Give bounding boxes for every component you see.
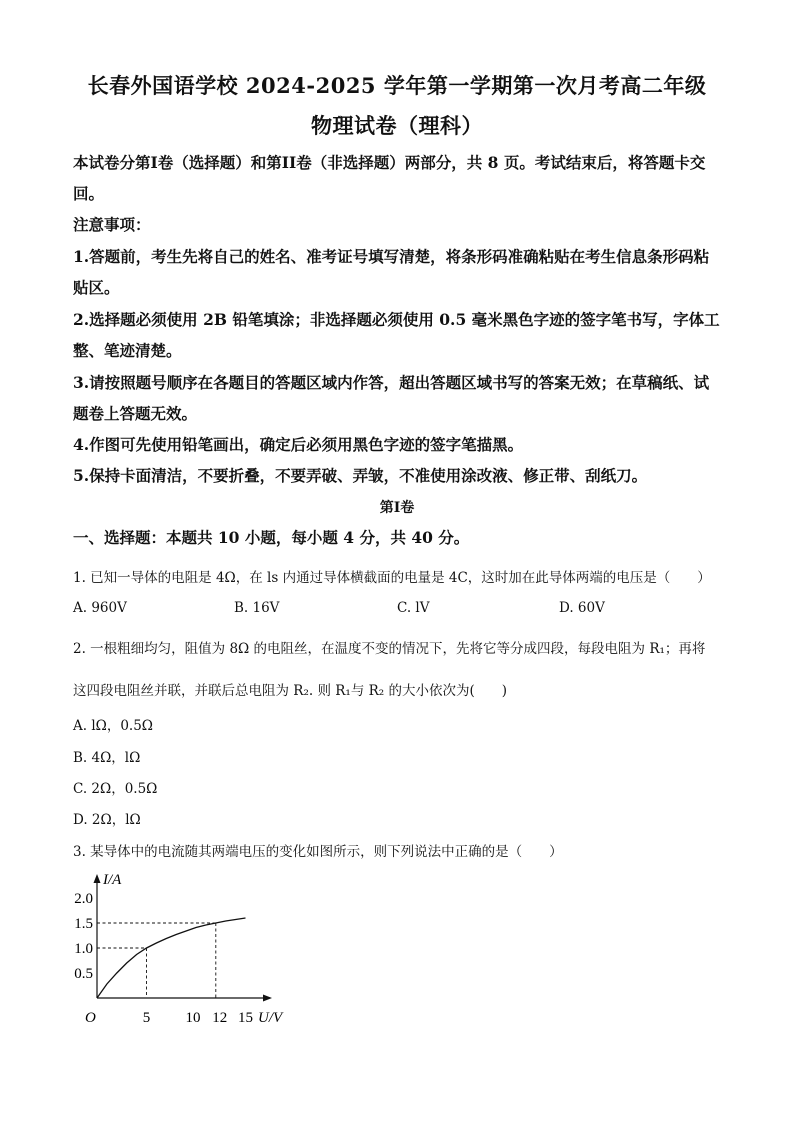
notes-line: 2.选择题必须使用 2B 铅笔填涂；非选择题必须使用 0.5 毫米黑色字迹的签字笔书写，字体工 <box>73 310 720 329</box>
question-3-stem: 3. 某导体中的电流随其两端电压的变化如图所示，则下列说法中正确的是（ ） <box>73 844 563 860</box>
x-axis-label: U/V <box>258 1010 283 1026</box>
notes-heading: 注意事项： <box>73 215 151 234</box>
y-axis-arrow <box>94 874 101 883</box>
intro-line-2: 回。 <box>73 184 105 203</box>
y-tick-label: 1.0 <box>74 941 93 957</box>
intro-line-1: 本试卷分第I卷（选择题）和第II卷（非选择题）两部分，共 8 页。考试结束后，将答题卡交 <box>73 153 706 172</box>
question-2-line-1: 2. 一根粗细均匀，阻值为 8Ω 的电阻丝，在温度不变的情况下，先将它等分成四段，每段电阻为 R₁；再将 <box>73 641 706 657</box>
question-1-option-a: A. 960V <box>73 600 127 616</box>
x-tick-label: 10 <box>185 1010 201 1026</box>
question-2-option-d: D. 2Ω，lΩ <box>73 812 141 828</box>
notes-line: 3.请按照题号顺序在各题目的答题区域内作答，超出答题区域书写的答案无效；在草稿纸、试 <box>73 373 710 392</box>
y-tick-label: 2.0 <box>74 891 93 907</box>
question-2-option-b: B. 4Ω，lΩ <box>73 750 141 766</box>
notes-line: 4.作图可先使用铅笔画出，确定后必须用黑色字迹的签字笔描黑。 <box>73 435 524 454</box>
x-axis-arrow <box>263 995 272 1002</box>
question-1-option-d: D. 60V <box>559 600 605 616</box>
notes-line: 贴区。 <box>73 278 120 297</box>
question-2-line-2: 这四段电阻丝并联，并联后总电阻为 R₂. 则 R₁与 R₂ 的大小依次为( ) <box>73 683 508 699</box>
x-tick-label: 12 <box>212 1010 228 1026</box>
x-tick-label: 15 <box>238 1010 253 1026</box>
question-1-option-c: C. lV <box>397 600 430 616</box>
notes-line: 5.保持卡面清洁，不要折叠，不要弄破、弄皱，不准使用涂改液、修正带、刮纸刀。 <box>73 466 648 485</box>
iu-curve <box>97 918 246 998</box>
notes-line: 整、笔迹清楚。 <box>73 341 182 360</box>
question-2-option-a: A. lΩ，0.5Ω <box>73 718 154 734</box>
notes-line: 1.答题前，考生先将自己的姓名、准考证号填写清楚，将条形码准确粘贴在考生信息条形码粘 <box>73 247 710 266</box>
x-tick-label: 5 <box>142 1010 151 1026</box>
y-tick-label: 1.5 <box>74 916 93 932</box>
y-tick-label: 0.5 <box>74 966 93 982</box>
origin-label: O <box>85 1010 96 1026</box>
iu-graph <box>64 862 294 1032</box>
y-axis-label: I/A <box>103 872 122 888</box>
notes-line: 题卷上答题无效。 <box>73 404 198 423</box>
question-2-option-c: C. 2Ω，0.5Ω <box>73 781 158 797</box>
question-1-stem: 1. 已知一导体的电阻是 4Ω，在 ls 内通过导体横截面的电量是 4C，这时加在此导体两端的电压是（ ） <box>73 570 711 586</box>
part-heading: 一、选择题：本题共 10 小题，每小题 4 分，共 40 分。 <box>73 528 470 547</box>
question-1-option-b: B. 16V <box>234 600 280 616</box>
exam-title: 长春外国语学校 2024-2025 学年第一学期第一次月考高二年级 <box>87 73 707 98</box>
volume-label: 第I卷 <box>379 500 415 516</box>
exam-subtitle: 物理试卷（理科） <box>311 113 483 138</box>
